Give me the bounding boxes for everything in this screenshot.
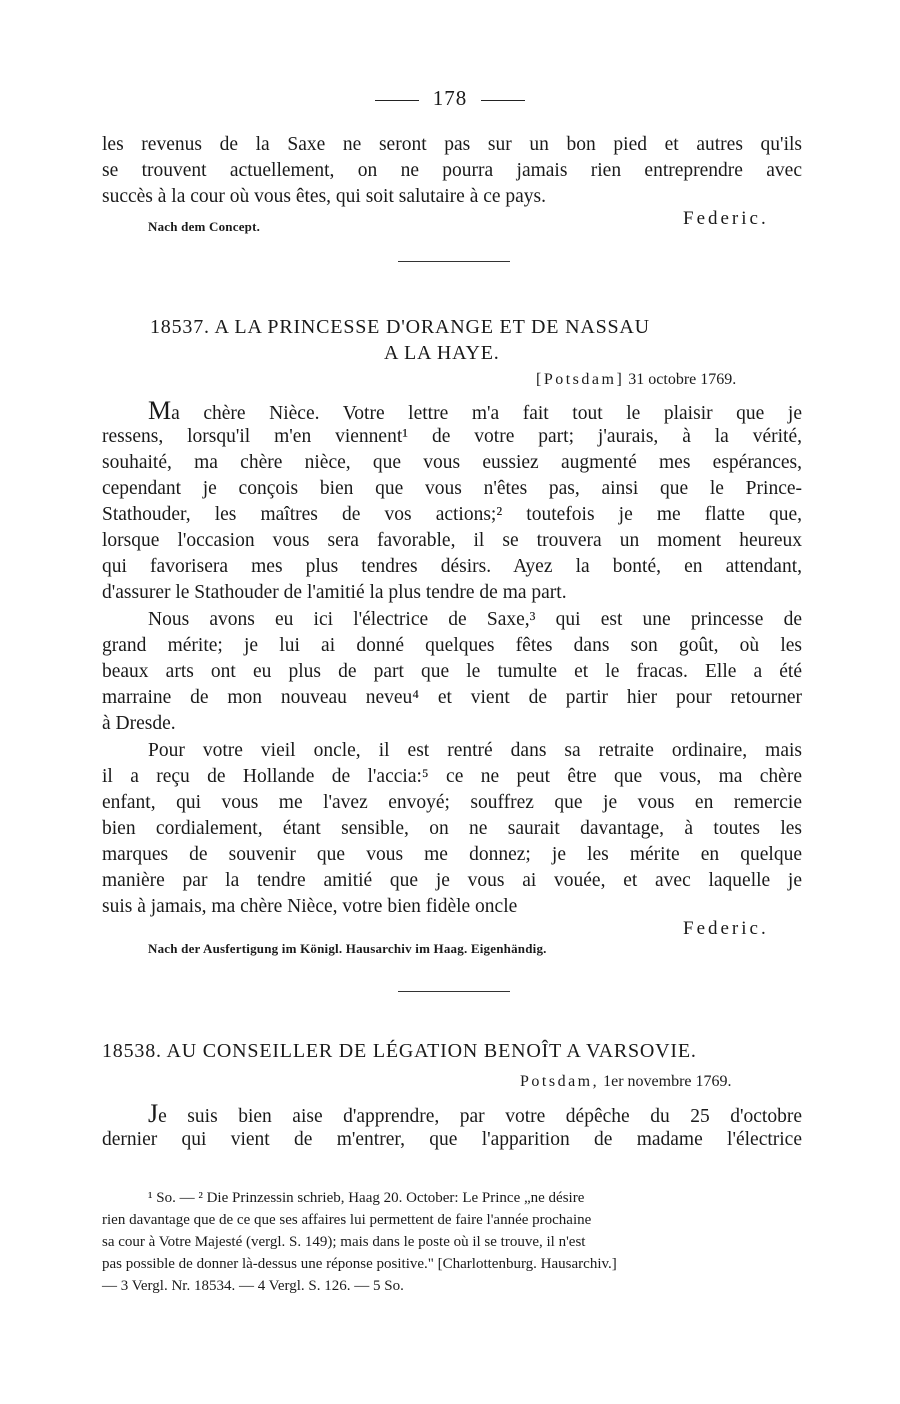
signature: Federic. bbox=[683, 208, 769, 229]
dateline bbox=[520, 1073, 732, 1091]
source-note: Nach dem Concept. bbox=[148, 219, 261, 234]
footnote-line: ¹ So. — ² Die Prinzessin schrieb, Haag 20. October: Le Prince „ne désire bbox=[148, 1190, 585, 1206]
text-line-rest: a chère Nièce. Votre lettre m'a fait tout le plaisir que je bbox=[171, 403, 802, 424]
initial-letter: J bbox=[148, 1099, 159, 1128]
text-line: grand mérite; je lui ai donné quelques fêtes dans son goût, où les bbox=[102, 635, 802, 656]
text-line: manière par la tendre amitié que je vous ai vouée, et avec laquelle je bbox=[102, 870, 802, 891]
letter-heading: 18538. AU CONSEILLER DE LÉGATION BENOÎT A VARSOVIE. bbox=[102, 1040, 697, 1062]
source-note: Nach der Ausfertigung im Königl. Hausarchiv im Haag. Eigenhändig. bbox=[148, 941, 547, 956]
text-line: dernier qui vient de m'entrer, que l'apparition de madame l'électrice bbox=[102, 1129, 802, 1150]
dateline-date: 1er novembre 1769. bbox=[603, 1073, 732, 1090]
footnote-line: sa cour à Votre Majesté (vergl. S. 149); mais dans le poste où il se trouve, il n'est bbox=[102, 1234, 586, 1250]
text-line bbox=[148, 398, 802, 427]
header-dash-left bbox=[375, 100, 419, 101]
text-line: qui favorisera mes plus tendres désirs. Ayez la bonté, en attendant, bbox=[102, 556, 802, 577]
letter-heading-line2: A LA HAYE. bbox=[384, 342, 500, 364]
text-line: suis à jamais, ma chère Nièce, votre bien fidèle oncle bbox=[102, 896, 518, 917]
text-line: bien cordialement, étant sensible, on ne saurait davantage, à toutes les bbox=[102, 818, 802, 839]
text-line: à Dresde. bbox=[102, 713, 176, 734]
text-line: souhaité, ma chère nièce, que vous eussiez augmenté mes espérances, bbox=[102, 452, 802, 473]
dateline-date: 31 octobre 1769. bbox=[628, 371, 737, 388]
page-header bbox=[0, 86, 900, 111]
header-dash-right bbox=[481, 100, 525, 101]
letter-heading: 18537. A LA PRINCESSE D'ORANGE ET DE NASSAU bbox=[150, 316, 650, 338]
text-line: ressens, lorsqu'il m'en viennent¹ de votre part; j'aurais, à la vérité, bbox=[102, 426, 802, 447]
dateline-place: Potsdam, bbox=[520, 1073, 600, 1090]
initial-letter: M bbox=[148, 396, 172, 425]
signature: Federic. bbox=[683, 918, 769, 939]
footnote-line: pas possible de donner là-dessus une réponse positive." [Charlottenburg. Hausarchiv.] bbox=[102, 1256, 617, 1272]
section-divider bbox=[398, 261, 510, 262]
text-line-rest: e suis bien aise d'apprendre, par votre dépêche du 25 d'octobre bbox=[158, 1106, 802, 1127]
page-number: 178 bbox=[432, 86, 468, 110]
text-line: Pour votre vieil oncle, il est rentré dans sa retraite ordinaire, mais bbox=[148, 740, 802, 761]
text-line: marques de souvenir que vous me donnez; je les mérite en quelque bbox=[102, 844, 802, 865]
text-line: les revenus de la Saxe ne seront pas sur un bon pied et autres qu'ils bbox=[102, 134, 802, 155]
text-line: Nous avons eu ici l'électrice de Saxe,³ qui est une princesse de bbox=[148, 609, 802, 630]
section-divider bbox=[398, 991, 510, 992]
text-line bbox=[148, 1101, 802, 1130]
text-line: se trouvent actuellement, on ne pourra jamais rien entreprendre avec bbox=[102, 160, 802, 181]
text-line: cependant je conçois bien que vous n'êtes pas, ainsi que le Prince- bbox=[102, 478, 802, 499]
text-line: il a reçu de Hollande de l'accia:⁵ ce ne peut être que vous, ma chère bbox=[102, 766, 802, 787]
text-line: d'assurer le Stathouder de l'amitié la plus tendre de ma part. bbox=[102, 582, 567, 603]
text-line: enfant, qui vous me l'avez envoyé; souffrez que je vous en remercie bbox=[102, 792, 802, 813]
text-line: lorsque l'occasion vous sera favorable, il se trouvera un moment heureux bbox=[102, 530, 802, 551]
text-line: beaux arts ont eu plus de part que le tumulte et le fracas. Elle a été bbox=[102, 661, 802, 682]
text-line: Stathouder, les maîtres de vos actions;² toutefois je me flatte que, bbox=[102, 504, 802, 525]
footnote-line: rien davantage que de ce que ses affaires lui permettent de faire l'année prochaine bbox=[102, 1212, 592, 1228]
text-line: succès à la cour où vous êtes, qui soit salutaire à ce pays. bbox=[102, 186, 547, 207]
dateline bbox=[536, 371, 736, 389]
dateline-place: [Potsdam] bbox=[536, 371, 625, 388]
text-line: marraine de mon nouveau neveu⁴ et vient de partir hier pour retourner bbox=[102, 687, 802, 708]
footnote-line: — 3 Vergl. Nr. 18534. — 4 Vergl. S. 126. — 5 So. bbox=[102, 1278, 404, 1294]
